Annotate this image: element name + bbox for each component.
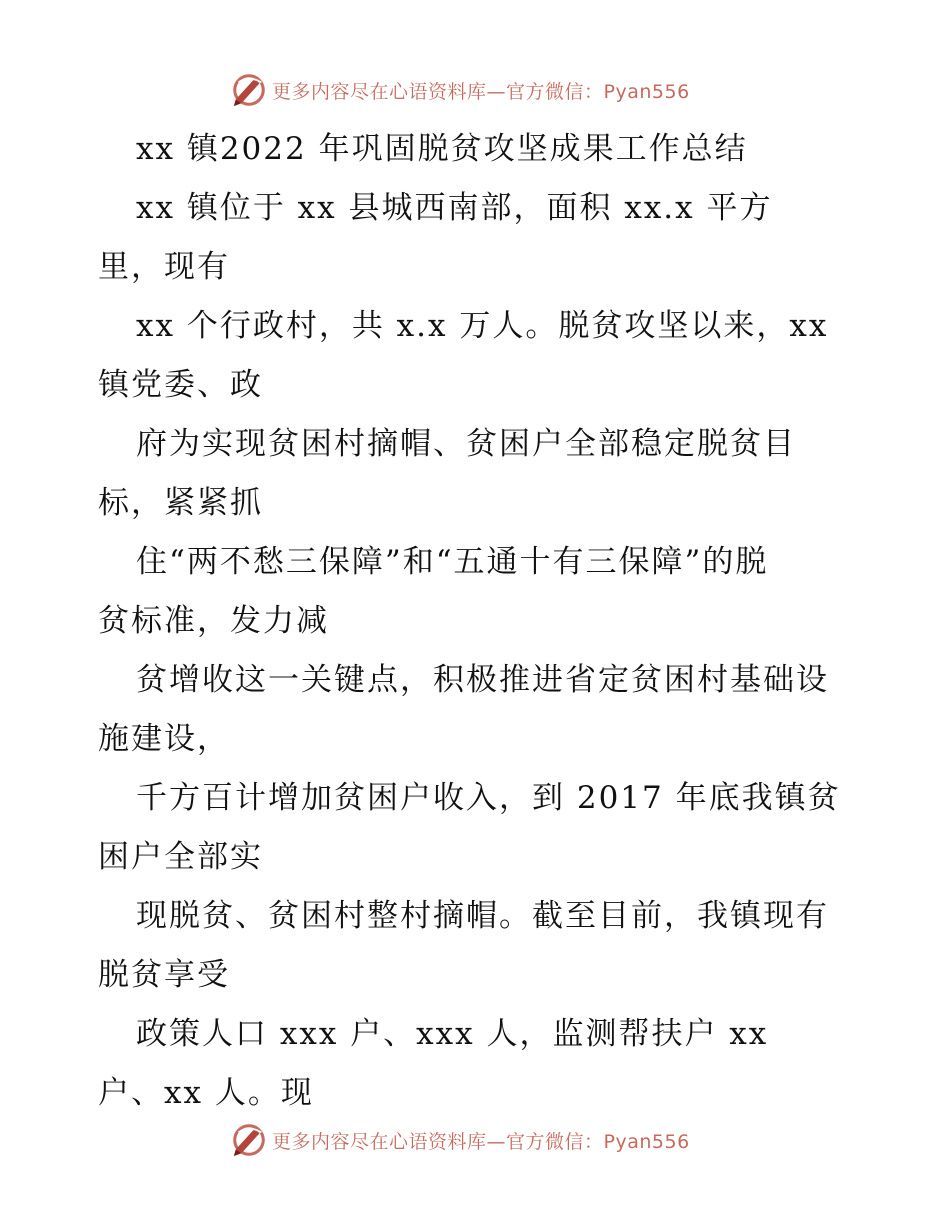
text-line: 标，紧紧抓 [98,485,263,521]
document-body [98,120,858,1123]
text-line: 里，现有 [98,249,230,285]
text-line: 贫标准，发力减 [98,603,329,639]
text-line: 政策人口 xxx 户、xxx 人，监测帮扶户 xx [136,1016,769,1052]
text-line: 脱贫享受 [98,957,230,993]
pen-circle-logo-icon [230,1121,268,1159]
text-line: 千方百计增加贫困户收入，到 2017 年底我镇贫 [136,780,841,816]
footer-banner [230,1120,690,1160]
pen-circle-logo-icon [230,71,268,109]
text-line: 镇党委、政 [98,367,263,403]
header-banner [230,70,690,110]
text-line: 施建设， [98,721,230,757]
banner-text: 更多内容尽在心语资料库—官方微信：Pyan556 [272,80,690,103]
banner-text: 更多内容尽在心语资料库—官方微信：Pyan556 [272,1130,690,1153]
text-line: 户、xx 人。现 [98,1075,314,1111]
text-line: xx 个行政村，共 x.x 万人。脱贫攻坚以来，xx [136,308,829,344]
text-line: 困户全部实 [98,839,263,875]
text-line: 府为实现贫困村摘帽、贫困户全部稳定脱贫目 [136,426,796,462]
text-line: xx 镇2022 年巩固脱贫攻坚成果工作总结 [136,131,748,167]
text-line: 住“两不愁三保障”和“五通十有三保障”的脱 [136,544,769,580]
text-line: 贫增收这一关键点，积极推进省定贫困村基础设 [136,662,829,698]
text-line: xx 镇位于 xx 县城西南部，面积 xx.x 平方 [136,190,773,226]
text-line: 现脱贫、贫困村整村摘帽。截至目前，我镇现有 [136,898,829,934]
